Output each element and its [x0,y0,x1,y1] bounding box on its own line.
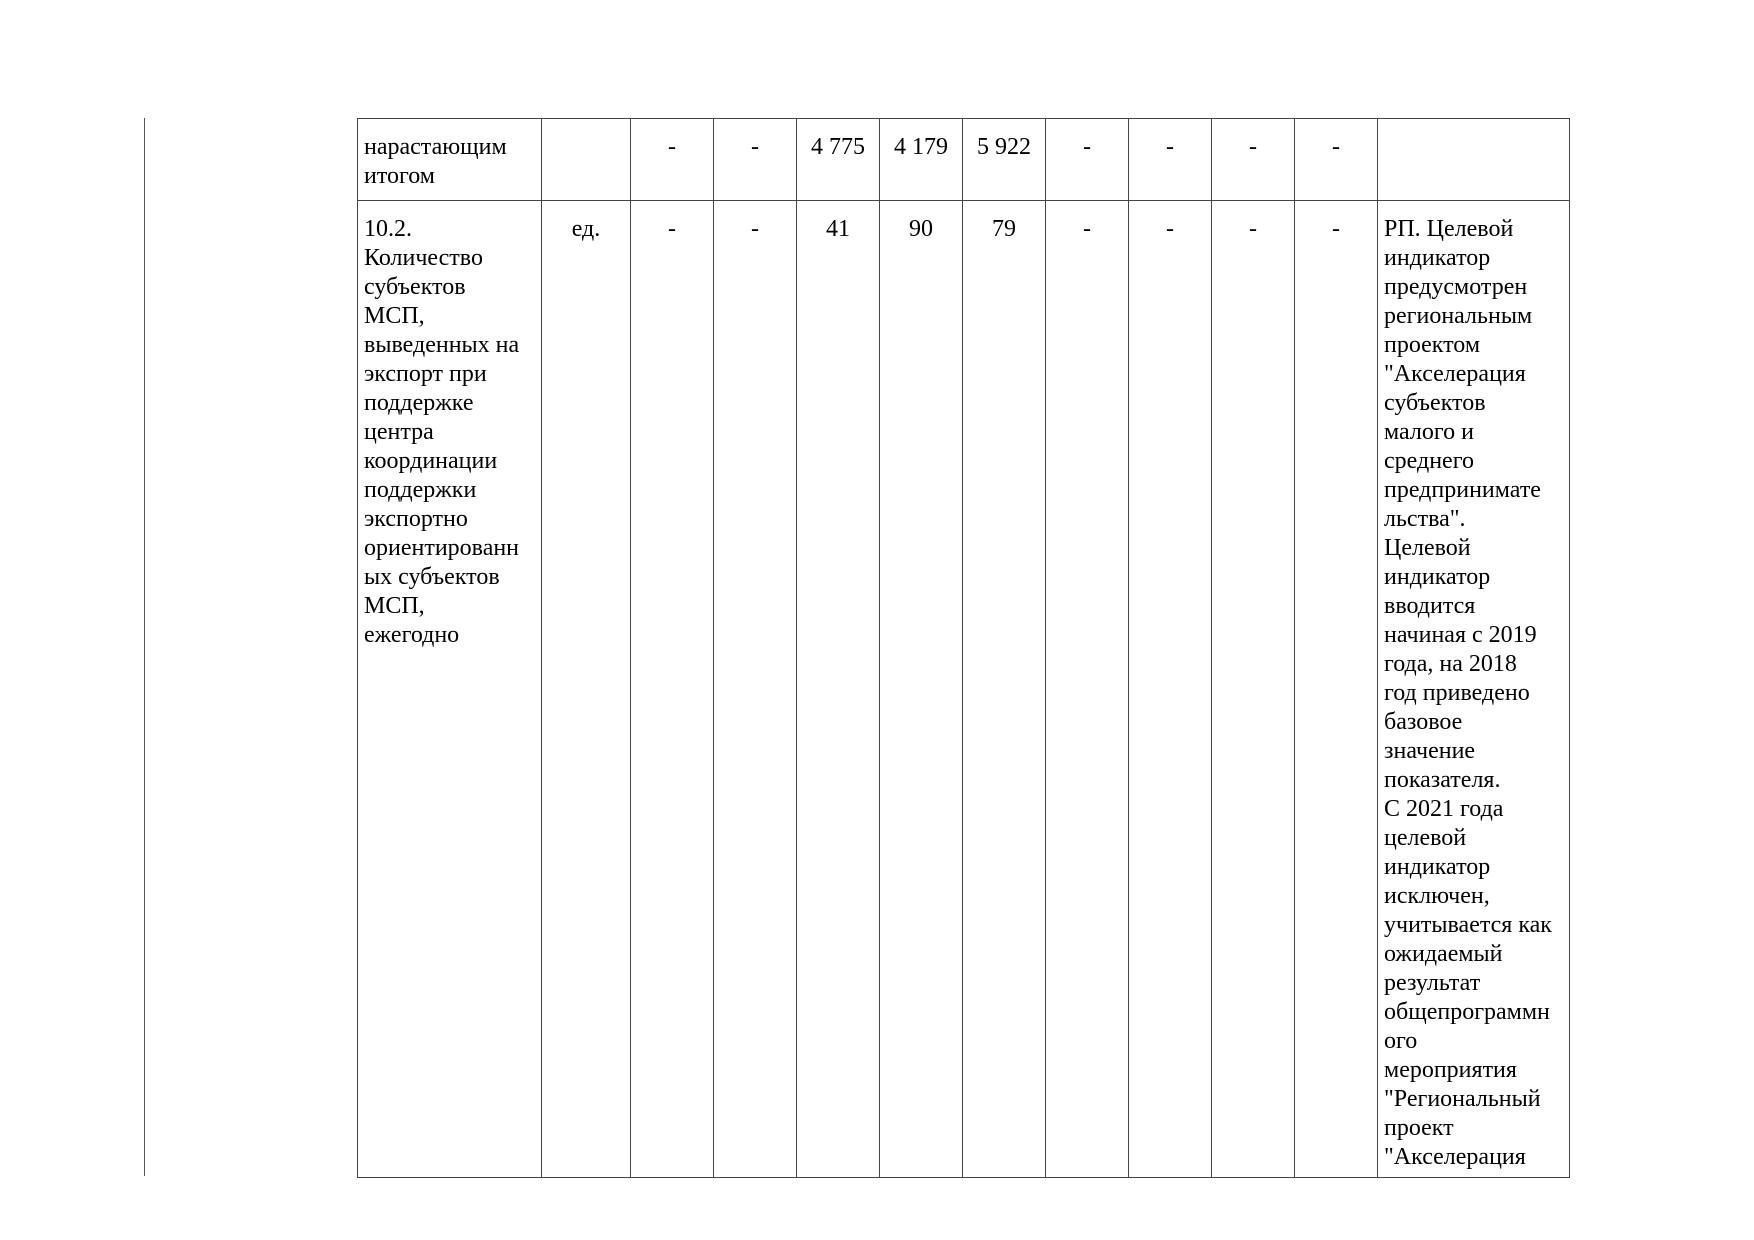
note-line: "Акселерация [1384,361,1526,387]
indicator-name-line: 10.2. [364,216,412,242]
note-line: базовое [1384,709,1463,735]
value-cell: - [714,119,797,201]
indicator-name-line: центра [364,419,434,445]
indicator-name-line: экспорт при [364,361,487,387]
indicator-name-line: выведенных на [364,332,520,358]
note-line: значение [1384,738,1476,764]
indicator-name-line: МСП, [364,593,425,619]
note-line: ожидаемый [1384,941,1503,967]
note-line: проект [1384,1115,1454,1141]
indicator-name-line: МСП, [364,303,425,329]
note-line: исключен, [1384,883,1490,909]
note-line: С 2021 года [1384,796,1504,822]
note-line: малого и [1384,419,1474,445]
table-row [358,119,1570,201]
indicator-name-line: ых субъектов [364,564,500,590]
indicator-name-cell [358,119,542,201]
note-line: мероприятия [1384,1057,1517,1083]
value-cell: 4 179 [880,119,963,201]
note-line: общепрограммн [1384,999,1550,1025]
indicator-name-line: координации [364,448,498,474]
value-cell: - [1046,201,1129,1178]
indicator-name-line: Количество [364,245,483,271]
note-line: РП. Целевой [1384,216,1514,242]
note-line: льства". [1384,506,1466,532]
note-line: предпринимате [1384,477,1541,503]
indicator-name-line: итогом [364,163,435,189]
note-line: учитывается как [1384,912,1552,938]
note-line: субъектов [1384,390,1486,416]
value-cell: - [1295,201,1378,1178]
indicator-name-cell [358,201,542,1178]
note-line: проектом [1384,332,1481,358]
value-cell: - [714,201,797,1178]
value-cell: 41 [797,201,880,1178]
note-line: начиная с 2019 [1384,622,1537,648]
note-line: "Региональный [1384,1086,1541,1112]
value-cell: 4 775 [797,119,880,201]
note-line: вводится [1384,593,1476,619]
indicators-table [357,118,1570,1178]
value-cell: 90 [880,201,963,1178]
note-line: показателя. [1384,767,1501,793]
note-line: региональным [1384,303,1533,329]
value-cell: - [1212,119,1295,201]
note-line: предусмотрен [1384,274,1528,300]
note-line: индикатор [1384,854,1491,880]
note-line: индикатор [1384,564,1491,590]
indicator-name-line: поддержке [364,390,474,416]
note-line: ого [1384,1028,1418,1054]
indicator-name-line: субъектов [364,274,466,300]
note-line: года, на 2018 [1384,651,1517,677]
value-cell: 79 [963,201,1046,1178]
left-margin-line [144,118,145,1176]
value-cell: - [1046,119,1129,201]
value-cell: - [1212,201,1295,1178]
note-line: год приведено [1384,680,1530,706]
note-line: среднего [1384,448,1474,474]
note-line: целевой [1384,825,1467,851]
indicator-name-line: экспортно [364,506,468,532]
value-cell: - [1129,119,1212,201]
value-cell: - [631,119,714,201]
note-line: "Акселерация [1384,1144,1526,1170]
indicator-name-line: поддержки [364,477,477,503]
table-row [358,201,1570,1178]
indicator-name-line: нарастающим [364,134,507,160]
value-cell: - [1295,119,1378,201]
note-cell [1378,201,1570,1178]
value-cell: 5 922 [963,119,1046,201]
value-cell: - [631,201,714,1178]
note-line: индикатор [1384,245,1491,271]
table-body [358,119,1570,1178]
value-cell: - [1129,201,1212,1178]
unit-cell: ед. [542,201,631,1178]
unit-cell [542,119,631,201]
note-cell [1378,119,1570,201]
indicator-name-line: ориентированн [364,535,520,561]
note-line: результат [1384,970,1481,996]
indicator-name-line: ежегодно [364,622,460,648]
note-line: Целевой [1384,535,1471,561]
